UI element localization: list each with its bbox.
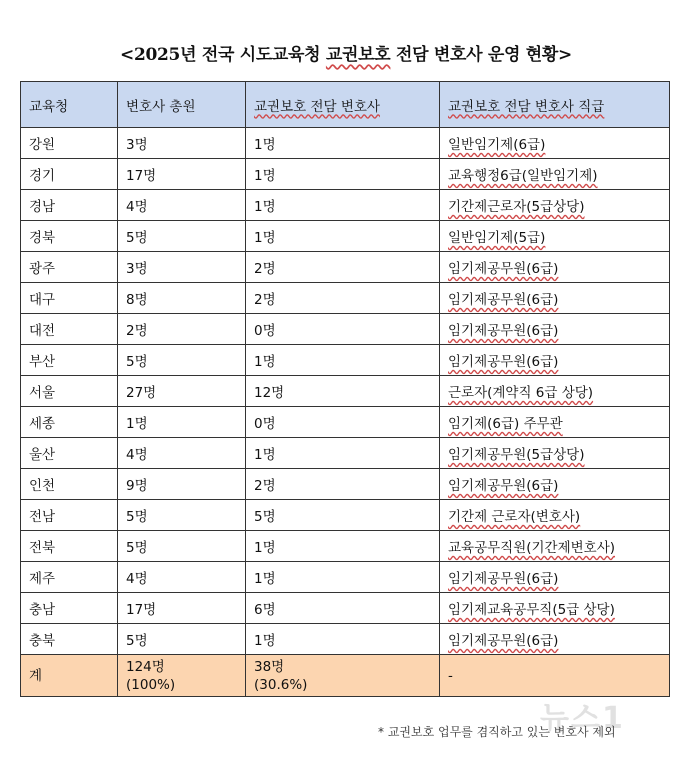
cell-grade: 임기제공무원(5급상당) xyxy=(440,438,670,469)
cell-grade: 임기제공무원(6급) xyxy=(440,314,670,345)
cell-dedicated: 1명 xyxy=(246,624,440,655)
cell-total: 5명 xyxy=(118,500,246,531)
header-dedicated: 교권보호 전담 변호사 xyxy=(246,82,440,128)
table-row xyxy=(21,469,670,500)
total-all-percent: (100%) xyxy=(126,676,176,693)
cell-office: 경기 xyxy=(21,159,118,190)
cell-grade: 일반임기제(6급) xyxy=(440,128,670,159)
table-row xyxy=(21,252,670,283)
cell-office: 충북 xyxy=(21,624,118,655)
cell-office: 충남 xyxy=(21,593,118,624)
cell-office: 대구 xyxy=(21,283,118,314)
cell-grade: 임기제공무원(6급) xyxy=(440,624,670,655)
cell-total: 9명 xyxy=(118,469,246,500)
cell-dedicated: 1명 xyxy=(246,438,440,469)
cell-dedicated: 0명 xyxy=(246,407,440,438)
cell-office: 인천 xyxy=(21,469,118,500)
lawyer-status-table xyxy=(20,81,670,697)
cell-total: 5명 xyxy=(118,624,246,655)
cell-dedicated: 5명 xyxy=(246,500,440,531)
table-row xyxy=(21,562,670,593)
table-row xyxy=(21,624,670,655)
cell-total: 2명 xyxy=(118,314,246,345)
cell-office: 대전 xyxy=(21,314,118,345)
table-row xyxy=(21,376,670,407)
cell-grade: 일반임기제(5급) xyxy=(440,221,670,252)
table-header-row xyxy=(21,82,670,128)
cell-office: 경북 xyxy=(21,221,118,252)
table-row xyxy=(21,593,670,624)
header-total: 변호사 총원 xyxy=(118,82,246,128)
cell-dedicated: 1명 xyxy=(246,159,440,190)
cell-dedicated: 1명 xyxy=(246,531,440,562)
cell-total: 1명 xyxy=(118,407,246,438)
cell-grade: 근로자(계약직 6급 상당) xyxy=(440,376,670,407)
cell-office: 전남 xyxy=(21,500,118,531)
cell-total: 3명 xyxy=(118,252,246,283)
table-row xyxy=(21,190,670,221)
cell-dedicated: 2명 xyxy=(246,469,440,500)
total-label: 계 xyxy=(21,655,118,697)
cell-total: 3명 xyxy=(118,128,246,159)
cell-dedicated: 2명 xyxy=(246,283,440,314)
cell-grade: 교육공무직원(기간제변호사) xyxy=(440,531,670,562)
cell-total: 5명 xyxy=(118,345,246,376)
table-total-row xyxy=(21,655,670,697)
cell-office: 경남 xyxy=(21,190,118,221)
table-row xyxy=(21,345,670,376)
cell-total: 5명 xyxy=(118,531,246,562)
cell-office: 울산 xyxy=(21,438,118,469)
cell-office: 부산 xyxy=(21,345,118,376)
cell-dedicated: 1명 xyxy=(246,345,440,376)
cell-dedicated: 1명 xyxy=(246,128,440,159)
table-row xyxy=(21,221,670,252)
cell-grade: 임기제교육공무직(5급 상당) xyxy=(440,593,670,624)
cell-dedicated: 1명 xyxy=(246,562,440,593)
total-dedicated-percent: (30.6%) xyxy=(254,676,308,693)
cell-office: 서울 xyxy=(21,376,118,407)
cell-dedicated: 6명 xyxy=(246,593,440,624)
cell-total: 17명 xyxy=(118,593,246,624)
cell-dedicated: 1명 xyxy=(246,190,440,221)
cell-total: 4명 xyxy=(118,190,246,221)
cell-dedicated: 2명 xyxy=(246,252,440,283)
cell-office: 세종 xyxy=(21,407,118,438)
table-row xyxy=(21,283,670,314)
table-row xyxy=(21,128,670,159)
title-suffix: 전담 변호사 운영 현황> xyxy=(390,45,572,65)
cell-grade: 임기제공무원(6급) xyxy=(440,283,670,314)
cell-grade: 임기제공무원(6급) xyxy=(440,469,670,500)
header-grade: 교권보호 전담 변호사 직급 xyxy=(440,82,670,128)
table-row xyxy=(21,159,670,190)
table-body xyxy=(21,128,670,697)
cell-total: 17명 xyxy=(118,159,246,190)
cell-dedicated: 12명 xyxy=(246,376,440,407)
page-title xyxy=(0,40,692,65)
cell-dedicated: 1명 xyxy=(246,221,440,252)
watermark-logo: 뉴스1 xyxy=(540,701,625,736)
total-dedicated-count: 38명 xyxy=(254,658,285,675)
total-dedicated xyxy=(246,655,440,697)
cell-grade: 교육행정6급(일반임기제) xyxy=(440,159,670,190)
cell-grade: 임기제공무원(6급) xyxy=(440,252,670,283)
title-underlined-term: 교권보호 xyxy=(325,45,391,65)
cell-office: 강원 xyxy=(21,128,118,159)
cell-total: 8명 xyxy=(118,283,246,314)
cell-office: 전북 xyxy=(21,531,118,562)
header-office: 교육청 xyxy=(21,82,118,128)
cell-dedicated: 0명 xyxy=(246,314,440,345)
total-all-count: 124명 xyxy=(126,658,165,675)
cell-office: 광주 xyxy=(21,252,118,283)
cell-grade: 임기제공무원(6급) xyxy=(440,345,670,376)
cell-grade: 기간제 근로자(변호사) xyxy=(440,500,670,531)
cell-grade: 임기제공무원(6급) xyxy=(440,562,670,593)
cell-total: 5명 xyxy=(118,221,246,252)
table-row xyxy=(21,438,670,469)
total-grade: - xyxy=(440,655,670,697)
title-prefix: <2025년 전국 시도교육청 xyxy=(120,45,326,65)
cell-total: 27명 xyxy=(118,376,246,407)
total-all xyxy=(118,655,246,697)
cell-total: 4명 xyxy=(118,562,246,593)
footnote: * 교권보호 업무를 겸직하고 있는 변호사 제외 xyxy=(378,725,616,739)
cell-total: 4명 xyxy=(118,438,246,469)
table-row xyxy=(21,314,670,345)
cell-grade: 임기제(6급) 주무관 xyxy=(440,407,670,438)
table-row xyxy=(21,500,670,531)
table-row xyxy=(21,407,670,438)
cell-grade: 기간제근로자(5급상당) xyxy=(440,190,670,221)
table-row xyxy=(21,531,670,562)
cell-office: 제주 xyxy=(21,562,118,593)
